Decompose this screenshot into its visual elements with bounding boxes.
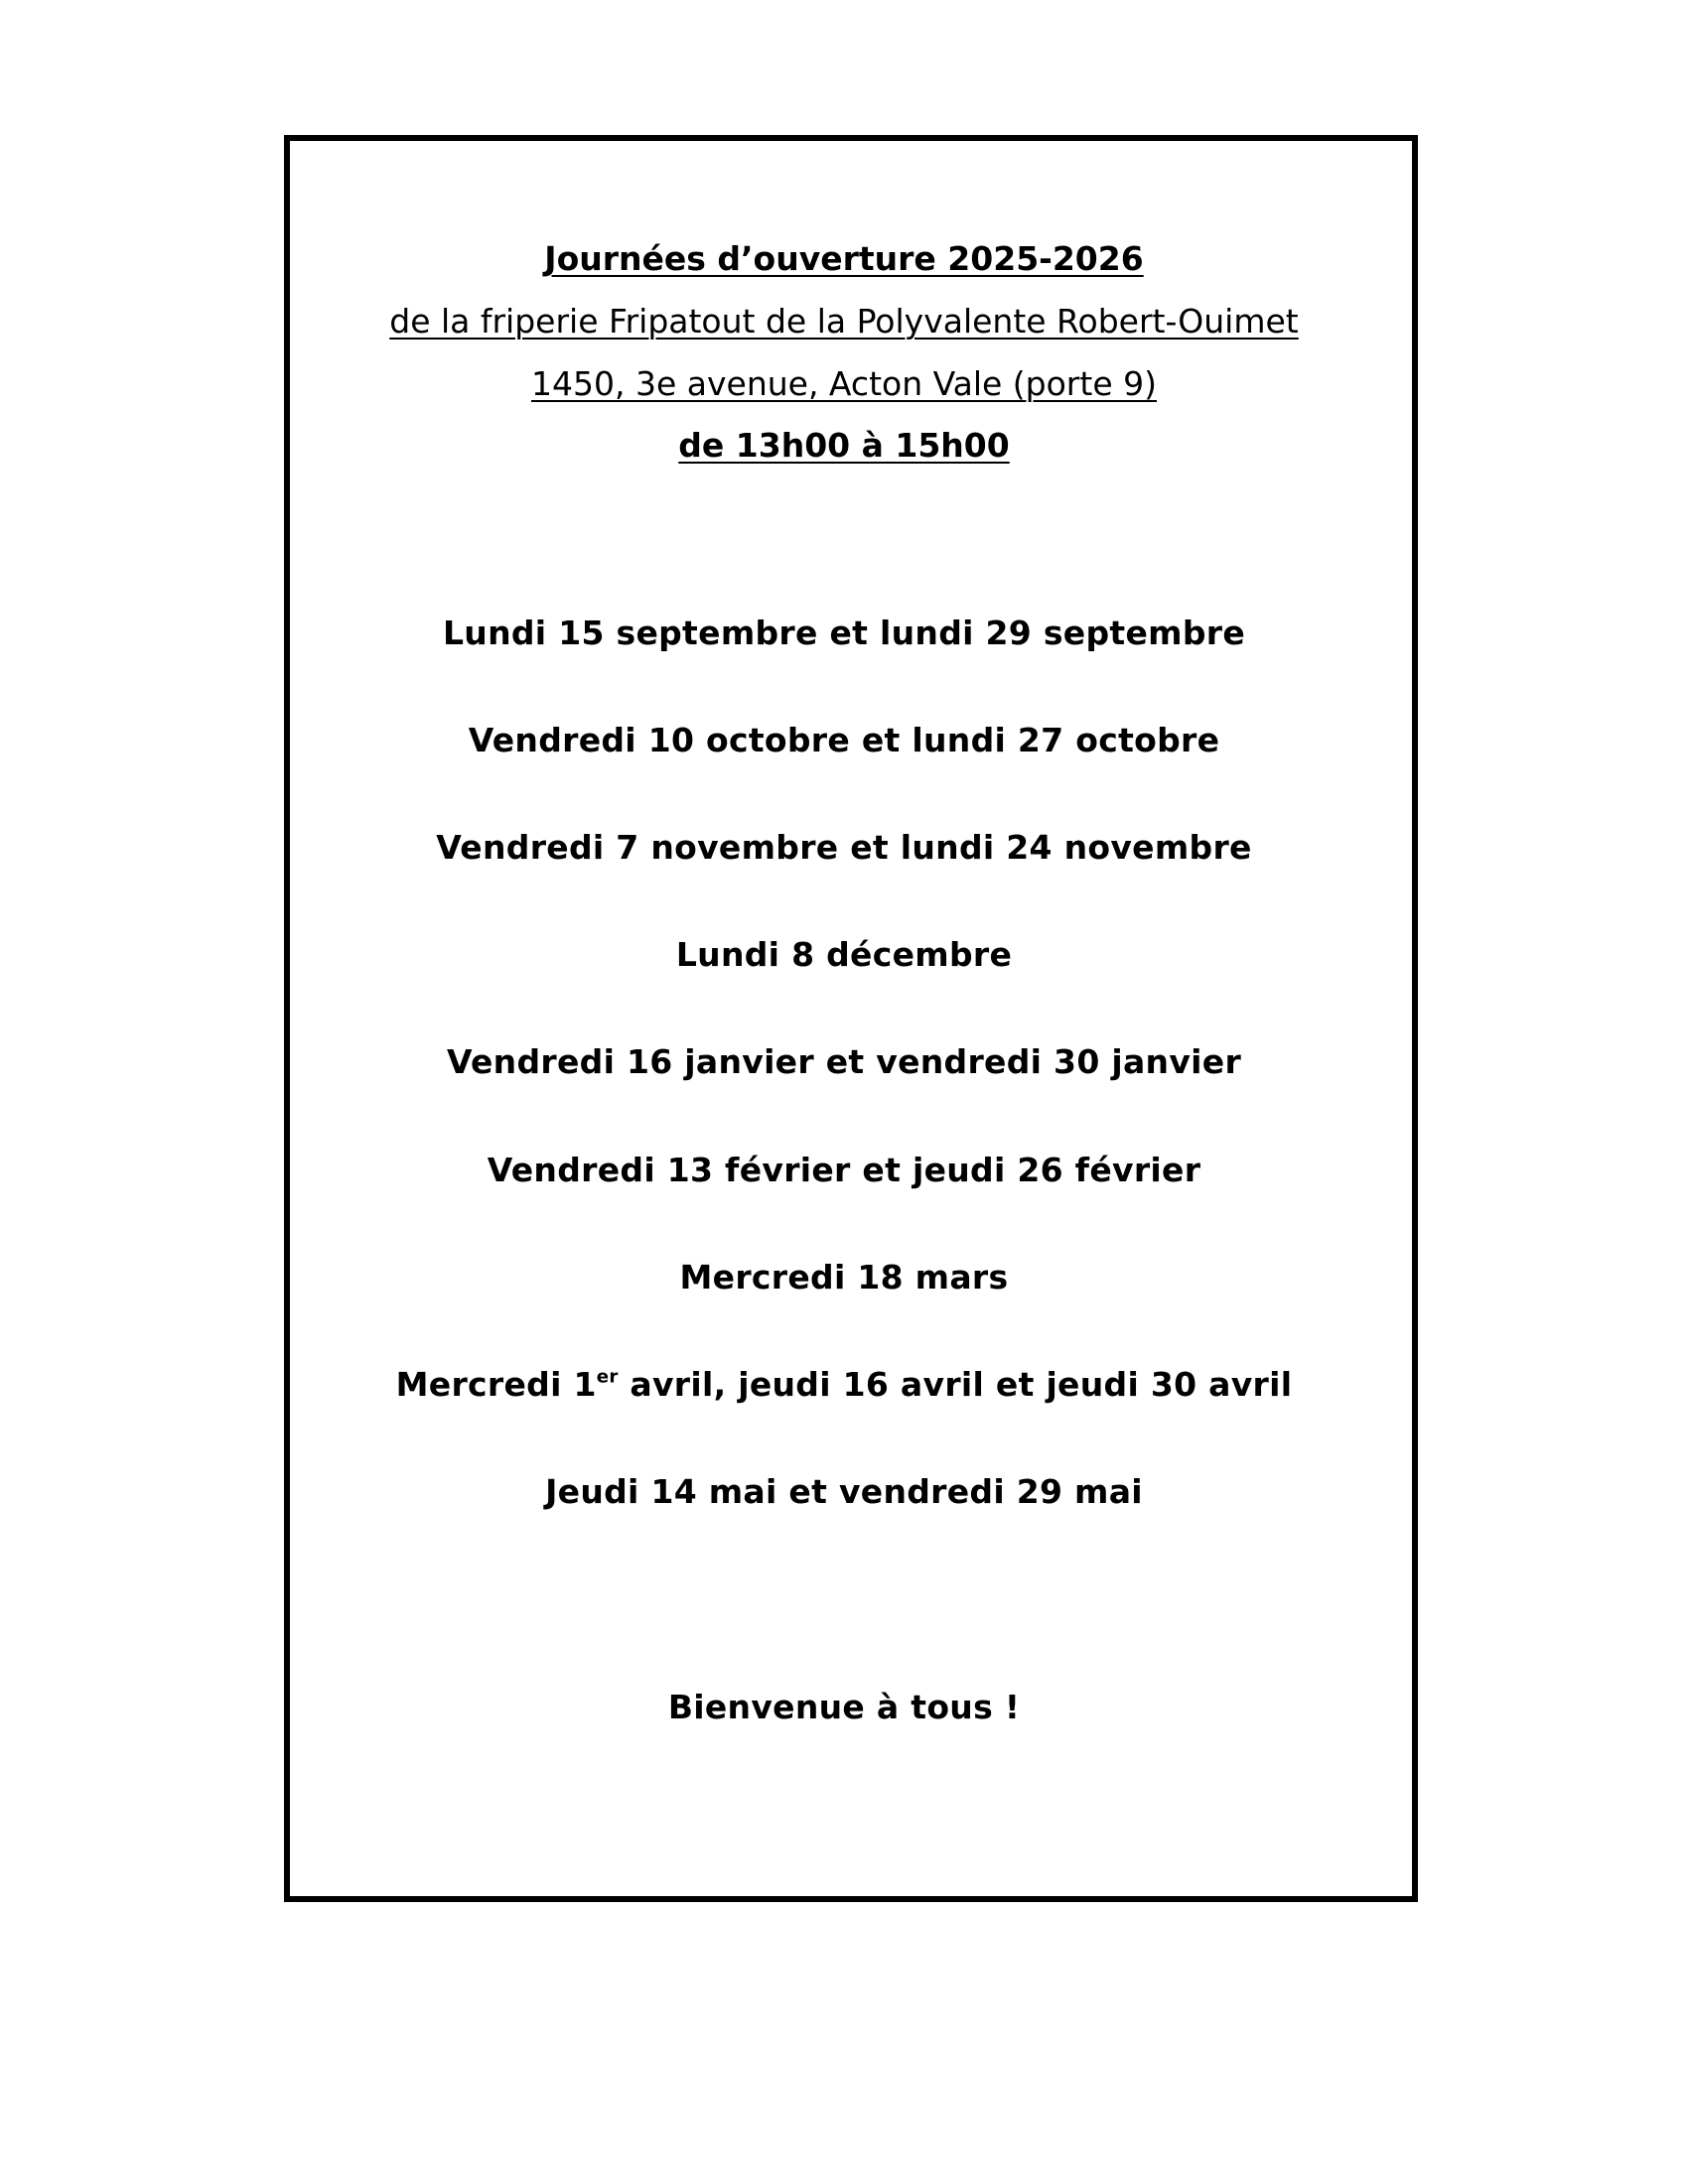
hours-line: de 13h00 à 15h00 [678, 426, 1010, 465]
date-line-november: Vendredi 7 novembre et lundi 24 novembre [436, 828, 1252, 867]
document-subtitle: de la friperie Fripatout de la Polyvalente Robert-Ouimet [389, 302, 1299, 341]
date-line-may: Jeudi 14 mai et vendredi 29 mai [545, 1472, 1143, 1511]
date-line-september: Lundi 15 septembre et lundi 29 septembre [442, 614, 1246, 652]
april-prefix: Mercredi 1 [395, 1365, 597, 1404]
date-line-february: Vendredi 13 février et jeudi 26 février [487, 1151, 1201, 1189]
date-line-january: Vendredi 16 janvier et vendredi 30 janvier [446, 1042, 1242, 1081]
date-line-april [0, 1365, 1688, 1404]
document-title: Journées d’ouverture 2025-2026 [544, 239, 1144, 278]
date-line-december: Lundi 8 décembre [675, 935, 1013, 974]
address-line: 1450, 3e avenue, Acton Vale (porte 9) [531, 364, 1157, 403]
date-line-october: Vendredi 10 octobre et lundi 27 octobre [468, 721, 1220, 759]
april-suffix: avril, jeudi 16 avril et jeudi 30 avril [618, 1365, 1293, 1404]
date-line-march: Mercredi 18 mars [679, 1258, 1009, 1297]
closing-message: Bienvenue à tous ! [667, 1688, 1021, 1726]
april-ordinal: er [596, 1366, 619, 1388]
